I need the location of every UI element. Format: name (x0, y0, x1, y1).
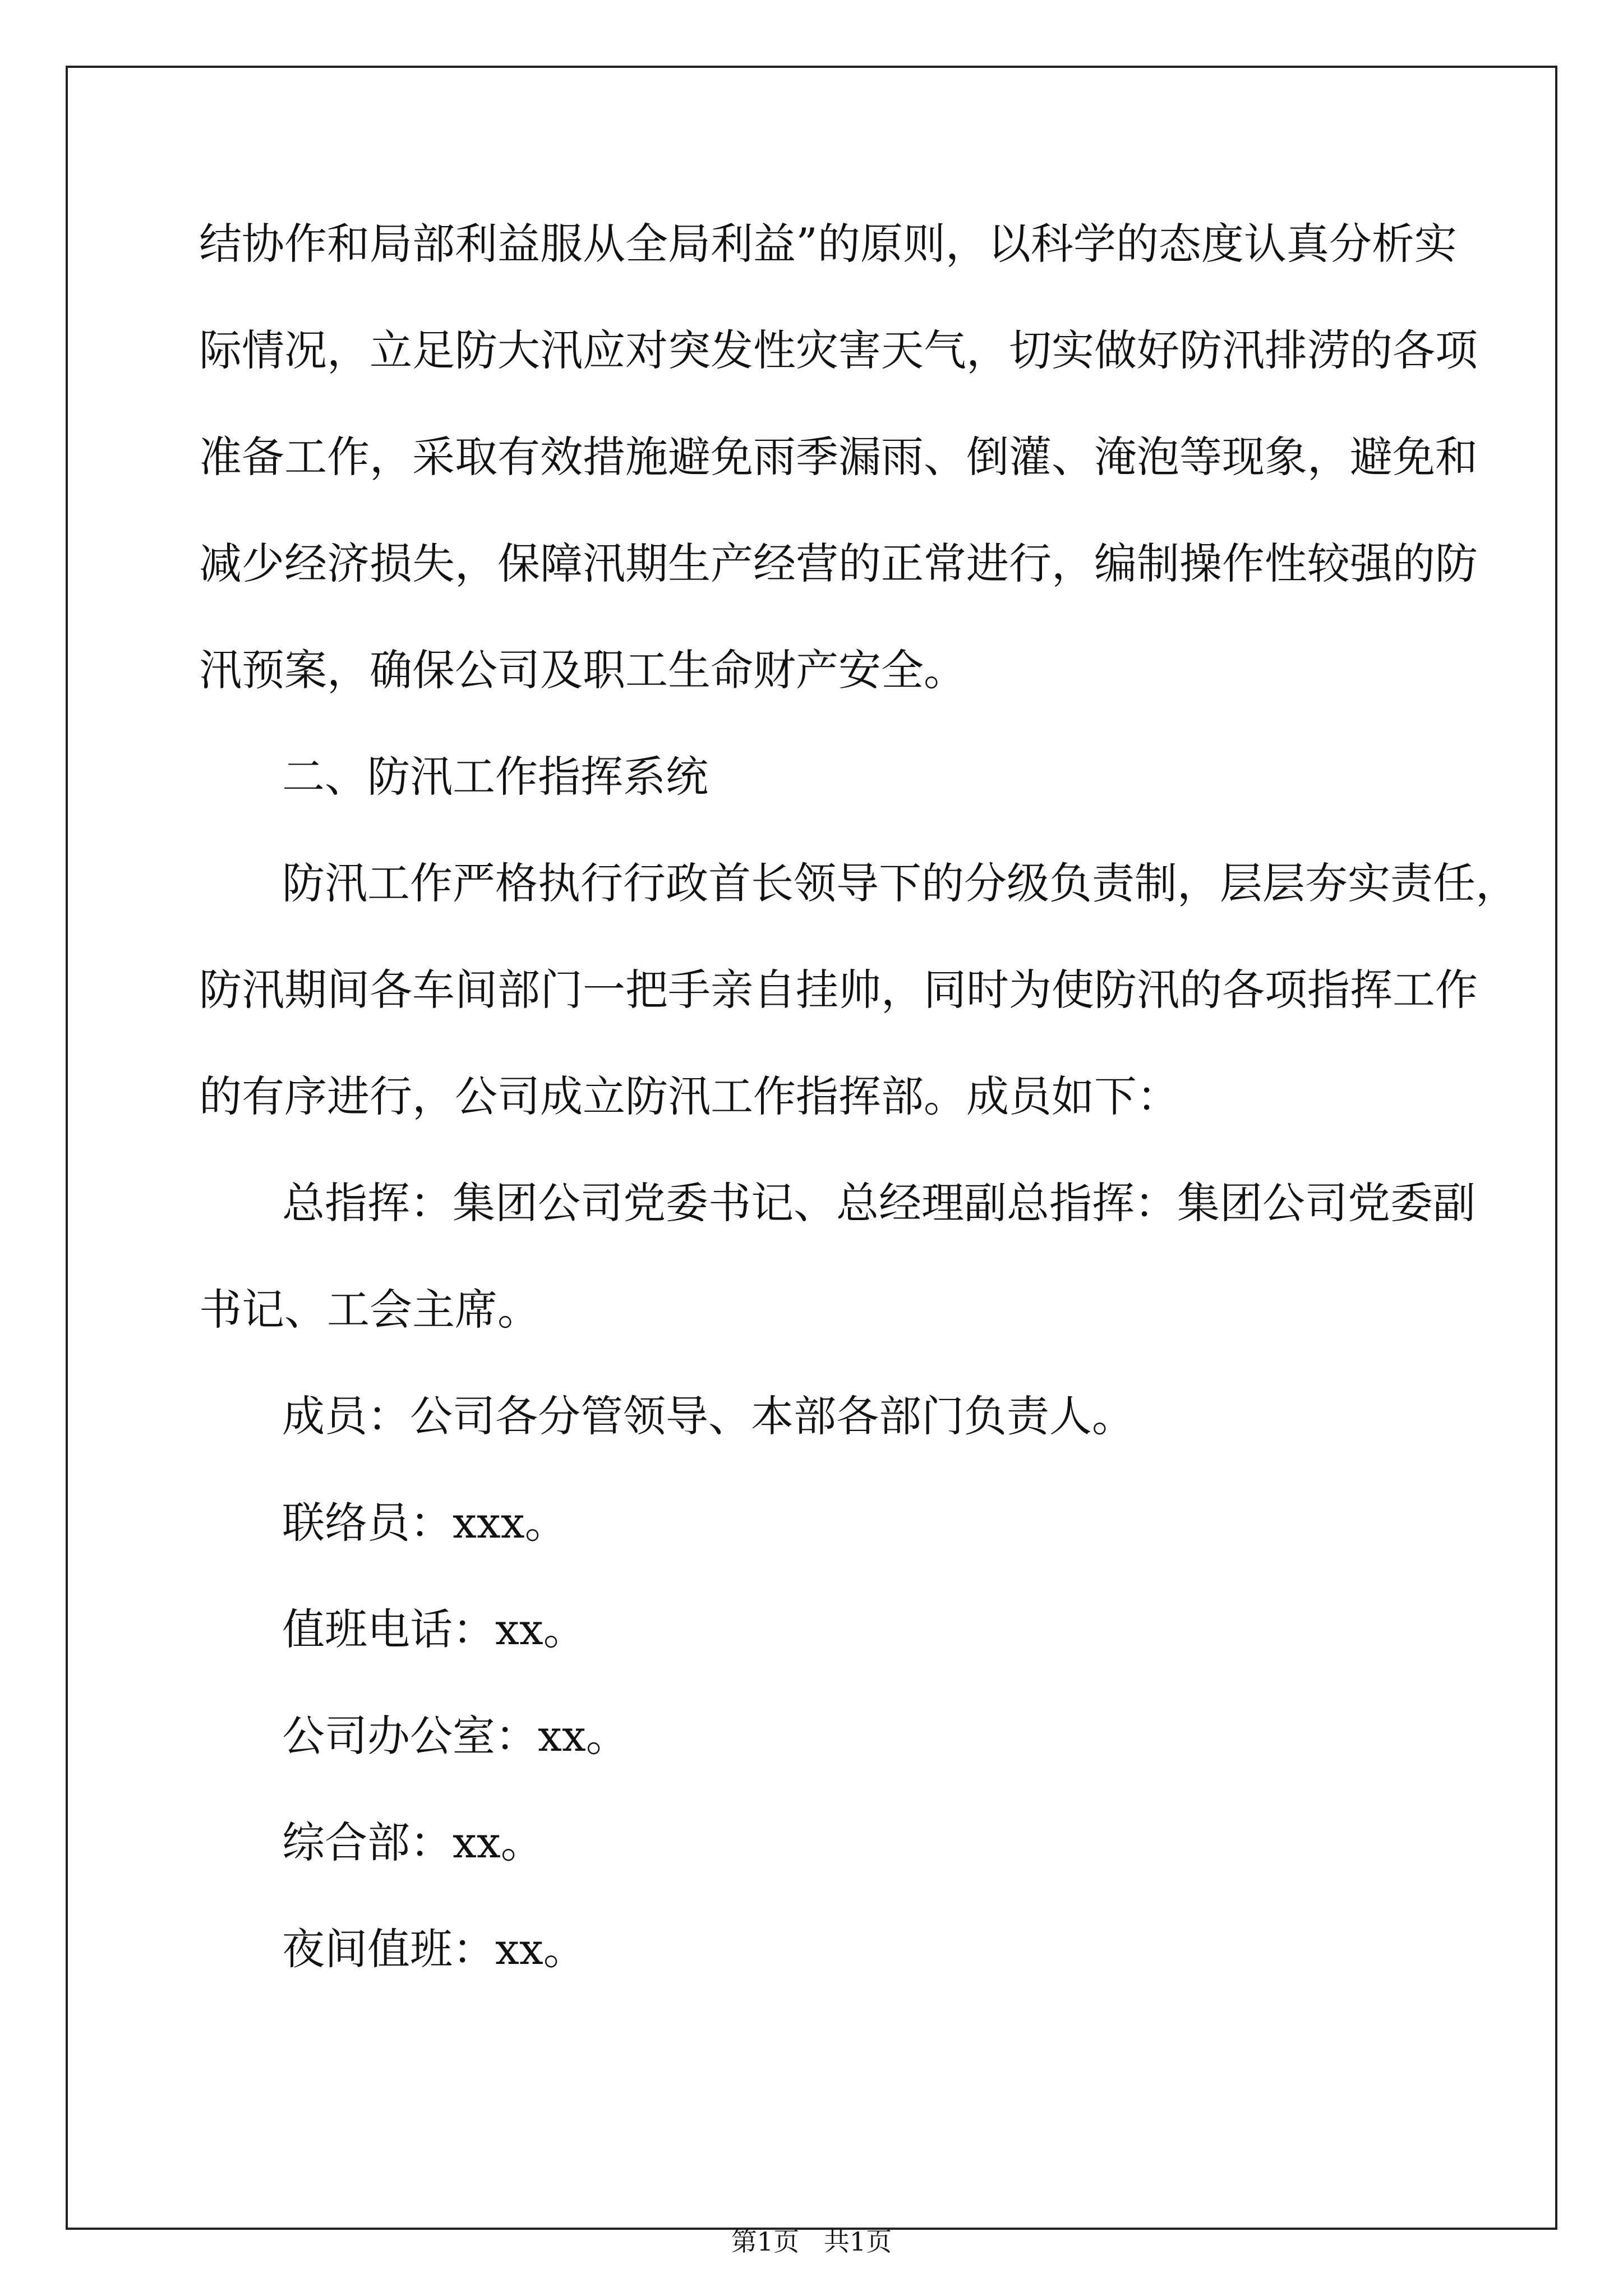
paragraph-line: 夜间值班：xx。 (282, 1924, 586, 1974)
paragraph-line: 公司办公室：xx。 (282, 1711, 629, 1761)
paragraph-line: 书记、工会主席。 (199, 1285, 540, 1335)
page-number-footer: 第1页 共1页 (731, 2226, 892, 2257)
paragraph-line: 准备工作，采取有效措施避免雨季漏雨、倒灌、淹泡等现象，避免和 (199, 432, 1478, 482)
paragraph-line: 成员：公司各分管领导、本部各部门负责人。 (282, 1391, 1135, 1441)
paragraph-line: 减少经济损失，保障汛期生产经营的正常进行，编制操作性较强的防 (199, 539, 1478, 588)
paragraph-line: 汛预案，确保公司及职工生命财产安全。 (199, 645, 966, 695)
paragraph-line: 联络员：xxx。 (282, 1498, 568, 1548)
paragraph-line: 结协作和局部利益服从全局利益”的原则，以科学的态度认真分析实 (199, 219, 1457, 269)
paragraph-line: 防汛工作严格执行行政首长领导下的分级负责制，层层夯实责任， (282, 858, 1518, 908)
paragraph-line: 值班电话：xx。 (282, 1604, 586, 1654)
paragraph-line: 总指挥：集团公司党委书记、总经理副总指挥：集团公司党委副 (282, 1178, 1476, 1228)
page-border (66, 66, 1557, 2230)
paragraph-line: 的有序进行，公司成立防汛工作指挥部。成员如下： (199, 1071, 1179, 1121)
paragraph-line: 综合部：xx。 (282, 1818, 543, 1867)
paragraph-line: 防汛期间各车间部门一把手亲自挂帅，同时为使防汛的各项指挥工作 (199, 965, 1478, 1015)
section-heading: 二、防汛工作指挥系统 (282, 752, 708, 802)
paragraph-line: 际情况，立足防大汛应对突发性灾害天气，切实做好防汛排涝的各项 (199, 325, 1478, 375)
